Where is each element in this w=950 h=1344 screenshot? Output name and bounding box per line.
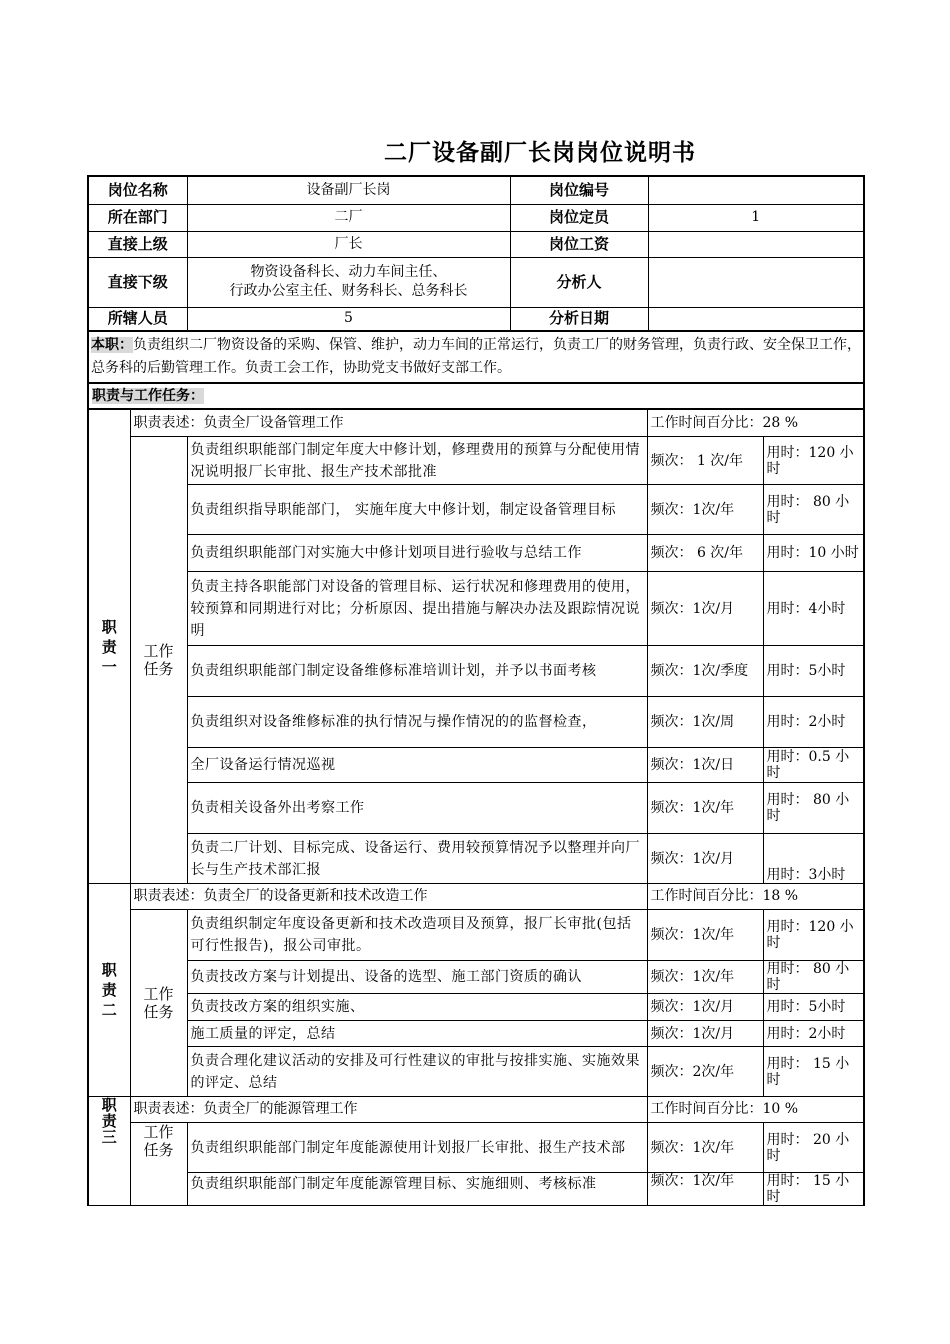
quota-label: 岗位定员: [510, 204, 648, 231]
duty-2-task-4-freq: 频次：1次/月: [647, 1021, 763, 1047]
date-value: [648, 307, 864, 331]
duty-1-name: 职责一: [88, 410, 130, 884]
page-title: 二厂设备副厂长岗岗位说明书: [384, 140, 696, 166]
duty-1-percent: 工作时间百分比：28 %: [647, 410, 864, 437]
duty-2-task-2-freq: 频次：1次/年: [647, 961, 763, 994]
duty-3-task-1-hours: 用时： 20 小时: [763, 1123, 864, 1173]
duty-3-statement: 职责表述：负责全厂的能源管理工作: [130, 1097, 647, 1123]
duty-1-work-task-label: 工作任务: [130, 437, 187, 884]
duty-2-task-1-freq: 频次：1次/年: [647, 910, 763, 961]
duty-3-work-task-label: 工作任务: [130, 1123, 187, 1206]
duty-2-work-task-label: 工作任务: [130, 910, 187, 1097]
duties-table: [87, 409, 865, 1206]
duty-2-task-4-hours: 用时：2小时: [763, 1021, 864, 1047]
subordinate-line-2: 行政办公室主任、财务科长、总务科长: [229, 283, 468, 299]
duty-2-name: 职责二: [88, 884, 130, 1097]
date-label: 分析日期: [510, 307, 648, 331]
quota-value: 1: [648, 204, 864, 231]
duty-1-task-8-hours: 用时： 80 小时: [763, 783, 864, 834]
duty-3-task-1-freq: 频次：1次/年: [647, 1123, 763, 1173]
duty-3-task-1: 负责组织职能部门制定年度能源使用计划报厂长审批、报生产技术部: [187, 1123, 647, 1173]
post-no-label: 岗位编号: [510, 176, 648, 204]
duty-2-task-5-hours: 用时： 15 小时: [763, 1047, 864, 1097]
duty-1-task-9-freq: 频次：1次/月: [647, 834, 763, 884]
duty-2-statement: 职责表述：负责全厂的设备更新和技术改造工作: [130, 884, 647, 910]
dept-value: 二厂: [187, 204, 510, 231]
duty-2-task-3-freq: 频次：1次/月: [647, 994, 763, 1021]
duty-1-task-6-freq: 频次：1次/周: [647, 697, 763, 748]
duty-1-task-5-hours: 用时：5小时: [763, 646, 864, 697]
duty-3-name: 职责三: [88, 1097, 130, 1206]
duty-1-task-8: 负责相关设备外出考察工作: [187, 783, 647, 834]
dept-label: 所在部门: [88, 204, 187, 231]
duty-1-statement: 职责表述：负责全厂设备管理工作: [130, 410, 647, 437]
duty-2-task-1-hours: 用时：120 小时: [763, 910, 864, 961]
job-summary: [88, 331, 864, 383]
summary-text: 负责组织二厂物资设备的采购、保管、维护，动力车间的正常运行，负责工厂的财务管理，负责行政、安全保卫工作，总务科的后勤管理工作。负责工会工作，协助党支书做好支部工作。: [91, 337, 861, 376]
summary-label: 本职：: [91, 337, 133, 353]
duty-2-task-5-freq: 频次：2次/年: [647, 1047, 763, 1097]
post-no-value: [648, 176, 864, 204]
duty-1-task-7-hours: 用时：0.5 小时: [763, 748, 864, 783]
duty-1-task-2: 负责组织指导职能部门， 实施年度大中修计划，制定设备管理目标: [187, 485, 647, 535]
duty-2-task-1: 负责组织制定年度设备更新和技术改造项目及预算，报厂长审批(包括可行性报告)，报公司审批。: [187, 910, 647, 961]
duty-1-task-4-hours: 用时：4小时: [763, 572, 864, 646]
duty-3-percent: 工作时间百分比：10 %: [647, 1097, 864, 1123]
duty-1-task-7-freq: 频次：1次/日: [647, 748, 763, 783]
staff-value: 5: [187, 307, 510, 331]
post-name-label: 岗位名称: [88, 176, 187, 204]
duty-1-task-9: 负责二厂计划、目标完成、设备运行、费用较预算情况予以整理并向厂长与生产技术部汇报: [187, 834, 647, 884]
duty-1-task-3-freq: 频次： 6 次/年: [647, 535, 763, 572]
duties-label: 职责与工作任务：: [92, 387, 204, 404]
duty-3-task-2: 负责组织职能部门制定年度能源管理目标、实施细则、考核标准: [187, 1173, 647, 1206]
duty-1-task-1: 负责组织职能部门制定年度大中修计划，修理费用的预算与分配使用情况说明报厂长审批、报生产技术部批准: [187, 437, 647, 485]
duty-1-task-4-freq: 频次：1次/月: [647, 572, 763, 646]
duty-2-task-2: 负责技改方案与计划提出、设备的选型、施工部门资质的确认: [187, 961, 647, 994]
duty-1-task-1-hours: 用时：120 小时: [763, 437, 864, 485]
superior-value: 厂长: [187, 231, 510, 257]
duty-1-task-5: 负责组织职能部门制定设备维修标准培训计划，并予以书面考核: [187, 646, 647, 697]
duty-2-task-3: 负责技改方案的组织实施、: [187, 994, 647, 1021]
duty-3-task-2-freq: 频次：1次/年: [647, 1173, 763, 1206]
subordinate-value: [187, 257, 510, 307]
staff-label: 所辖人员: [88, 307, 187, 331]
duties-header: [88, 383, 864, 409]
duty-2-percent: 工作时间百分比：18 %: [647, 884, 864, 910]
duty-3-task-2-hours: 用时： 15 小时: [763, 1173, 864, 1206]
duty-2-task-4: 施工质量的评定，总结: [187, 1021, 647, 1047]
superior-label: 直接上级: [88, 231, 187, 257]
subordinate-label: 直接下级: [88, 257, 187, 307]
duty-1-task-3: 负责组织职能部门对实施大中修计划项目进行验收与总结工作: [187, 535, 647, 572]
duty-1-task-4: 负责主持各职能部门对设备的管理目标、运行状况和修理费用的使用，较预算和同期进行对比；分析原因、提出措施与解决办法及跟踪情况说明: [187, 572, 647, 646]
duty-1-task-6-hours: 用时：2小时: [763, 697, 864, 748]
duty-2-task-3-hours: 用时：5小时: [763, 994, 864, 1021]
duty-1-task-2-hours: 用时： 80 小时: [763, 485, 864, 535]
salary-value: [648, 231, 864, 257]
duty-1-task-8-freq: 频次：1次/年: [647, 783, 763, 834]
duty-1-task-6: 负责组织对设备维修标准的执行情况与操作情况的的监督检查，: [187, 697, 647, 748]
analyst-label: 分析人: [510, 257, 648, 307]
header-table: [87, 175, 865, 410]
duty-1-task-3-hours: 用时：10 小时: [763, 535, 864, 572]
duty-1-task-9-hours: 用时：3小时: [763, 834, 864, 884]
salary-label: 岗位工资: [510, 231, 648, 257]
analyst-value: [648, 257, 864, 307]
duty-1-task-2-freq: 频次：1次/年: [647, 485, 763, 535]
duty-1-task-7: 全厂设备运行情况巡视: [187, 748, 647, 783]
duty-2-task-5: 负责合理化建议活动的安排及可行性建议的审批与按排实施、实施效果的评定、总结: [187, 1047, 647, 1097]
post-name-value: 设备副厂长岗: [187, 176, 510, 204]
duty-2-task-2-hours: 用时： 80 小时: [763, 961, 864, 994]
duty-1-task-1-freq: 频次： 1 次/年: [647, 437, 763, 485]
subordinate-line-1: 物资设备科长、动力车间主任、: [250, 264, 447, 280]
duty-1-task-5-freq: 频次：1次/季度: [647, 646, 763, 697]
